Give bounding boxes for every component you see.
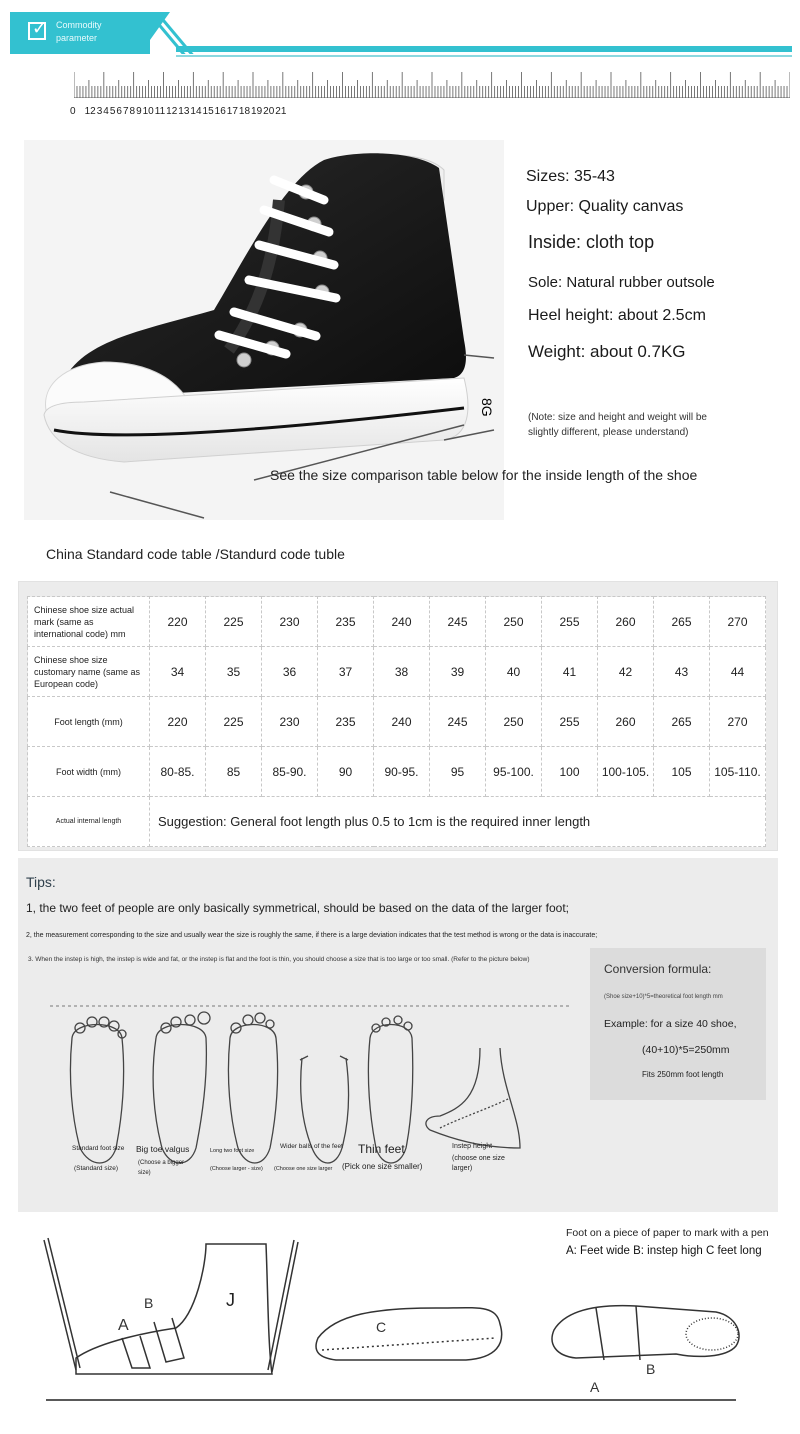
table-cell: 105 xyxy=(654,747,710,797)
label-j: J xyxy=(226,1290,235,1310)
table-cell: 245 xyxy=(430,597,486,647)
foot-standard-name: Standard foot size xyxy=(72,1145,125,1152)
ruler-number: 8 xyxy=(129,106,136,117)
table-cell: 85-90. xyxy=(262,747,318,797)
table-cell: 40 xyxy=(486,647,542,697)
table-cell: 100 xyxy=(542,747,598,797)
table-cell: 43 xyxy=(654,647,710,697)
suggestion-cell: Suggestion: General foot length plus 0.5 to 1cm is the required inner length xyxy=(150,797,766,847)
measure-note-2: A: Feet wide B: instep high C feet long xyxy=(566,1245,762,1257)
table-cell: 90 xyxy=(318,747,374,797)
header-title-line1: Commodity xyxy=(56,20,102,30)
foot-instep-name: Instep height xyxy=(452,1143,493,1150)
see-below-text: See the size comparison table below for the inside length of the shoe xyxy=(270,467,698,483)
ruler-number: 7 xyxy=(122,106,129,117)
measure-note-1: Foot on a piece of paper to mark with a pen xyxy=(566,1227,769,1239)
ruler-number: 3 xyxy=(96,106,103,117)
table-cell: 38 xyxy=(374,647,430,697)
table-cell: 260 xyxy=(598,597,654,647)
ruler-number: 14 xyxy=(190,106,202,117)
ruler-number: 21 xyxy=(275,106,287,117)
table-cell: 260 xyxy=(598,697,654,747)
ruler-number: 13 xyxy=(178,106,190,117)
label-c: C xyxy=(376,1319,387,1335)
ruler-number: 12 xyxy=(84,106,96,117)
table-cell: 230 xyxy=(262,597,318,647)
conversion-formula-box xyxy=(590,948,766,1100)
table-cell: 35 xyxy=(206,647,262,697)
table-cell: 235 xyxy=(318,697,374,747)
ruler-ticks xyxy=(74,68,790,98)
table-cell: 105-110. xyxy=(710,747,766,797)
label-b-print: B xyxy=(646,1361,656,1377)
table-cell: 255 xyxy=(542,697,598,747)
ruler-number: 18 xyxy=(238,106,251,117)
table-cell: 220 xyxy=(150,597,206,647)
row-label: Foot length (mm) xyxy=(28,697,150,747)
tip-3: 3. When the instep is high, the instep is wide and fat, or the instep is flat and the foot is thin, you should choose a size that is too large or too small. (Refer to the picture below) xyxy=(28,956,530,963)
foot-long-second-name: Long two foot size xyxy=(210,1148,255,1154)
label-a-print: A xyxy=(590,1379,600,1395)
spec-inside: Inside: cloth top xyxy=(528,232,655,252)
table-cell: 95 xyxy=(430,747,486,797)
ruler-number: 19 xyxy=(251,106,263,117)
table-cell: 270 xyxy=(710,597,766,647)
sneaker-illustration xyxy=(24,140,504,520)
foot-valgus-name: Big toe valgus xyxy=(136,1144,190,1154)
tip-2: 2, the measurement corresponding to the size and usually wear the size is roughly the same, if there is a large deviation indicates that the test method is wrong or the data is inaccurate; xyxy=(26,932,598,939)
row-label: Foot width (mm) xyxy=(28,747,150,797)
label-b-side: B xyxy=(144,1295,154,1311)
table-cell: 225 xyxy=(206,597,262,647)
foot-standard-sub: (Standard size) xyxy=(74,1165,119,1172)
formula-equation: (40+10)*5=250mm xyxy=(642,1044,730,1056)
label-a-side: A xyxy=(118,1317,129,1334)
table-cell: 37 xyxy=(318,647,374,697)
table-cell: 44 xyxy=(710,647,766,697)
checkmark-icon: ✓ xyxy=(32,18,48,39)
formula-title: Conversion formula: xyxy=(604,962,712,976)
formula-fits: Fits 250mm foot length xyxy=(642,1070,724,1079)
tips-title: Tips: xyxy=(26,874,56,890)
table-cell: 42 xyxy=(598,647,654,697)
ruler-number: 11 xyxy=(154,106,166,117)
header-rule xyxy=(176,46,792,52)
table-row xyxy=(28,647,766,697)
table-row xyxy=(28,797,766,847)
ruler-numbers xyxy=(70,106,287,117)
table-cell: 245 xyxy=(430,697,486,747)
table-row xyxy=(28,747,766,797)
foot-wide-sub: (Choose one size larger xyxy=(274,1166,333,1172)
table-cell: 90-95. xyxy=(374,747,430,797)
size-table xyxy=(27,596,766,847)
ruler-number: 16 xyxy=(214,106,226,117)
foot-thin-sub: (Pick one size smaller) xyxy=(342,1162,423,1171)
section-header xyxy=(0,0,800,60)
table-cell: 34 xyxy=(150,647,206,697)
table-cell: 250 xyxy=(486,697,542,747)
ruler-number: 12 xyxy=(166,106,178,117)
table-cell: 100-105. xyxy=(598,747,654,797)
row-label: Actual internal length xyxy=(28,797,150,847)
spec-heel: Heel height: about 2.5cm xyxy=(528,307,706,324)
table-cell: 240 xyxy=(374,597,430,647)
ruler-number: 17 xyxy=(226,106,238,117)
spec-note: (Note: size and height and weight will be slightly different, please understand) xyxy=(528,412,707,438)
ruler-number: 15 xyxy=(202,106,214,117)
ruler xyxy=(70,68,794,124)
table-cell: 95-100. xyxy=(486,747,542,797)
table-row xyxy=(28,597,766,647)
spec-sole: Sole: Natural rubber outsole xyxy=(528,274,715,291)
header-title-line2: parameter xyxy=(56,33,98,43)
spec-weight: Weight: about 0.7KG xyxy=(528,342,686,361)
table-row xyxy=(28,697,766,747)
foot-valgus-sub: (Choose a bigger size) xyxy=(138,1160,185,1176)
table-cell: 36 xyxy=(262,647,318,697)
ruler-number: 0 xyxy=(70,106,76,117)
table-cell: 270 xyxy=(710,697,766,747)
table-cell: 41 xyxy=(542,647,598,697)
foot-instep-sub: (choose one size larger) xyxy=(452,1155,505,1172)
spec-sizes: Sizes: 35-43 xyxy=(526,168,615,185)
row-label: Chinese shoe size customary name (same as European code) xyxy=(28,647,150,697)
foot-thin-name: Thin feet xyxy=(358,1142,405,1156)
table-cell: 265 xyxy=(654,597,710,647)
table-cell: 39 xyxy=(430,647,486,697)
ruler-number: 20 xyxy=(263,106,275,117)
table-cell: 230 xyxy=(262,697,318,747)
spec-upper: Upper: Quality canvas xyxy=(526,198,684,215)
table-title: China Standard code table /Standurd code tuble xyxy=(46,546,345,562)
tip-1: 1, the two feet of people are only basically symmetrical, should be based on the data of the larger foot; xyxy=(26,901,569,915)
ruler-number: 6 xyxy=(116,106,122,117)
tips-panel xyxy=(18,858,778,1212)
shoe-measure-mark: 8G xyxy=(479,398,495,417)
formula-example: Example: for a size 40 shoe, xyxy=(604,1018,737,1030)
ruler-number: 9 xyxy=(136,106,142,117)
table-cell: 265 xyxy=(654,697,710,747)
table-cell: 235 xyxy=(318,597,374,647)
table-cell: 85 xyxy=(206,747,262,797)
ruler-number: 4 xyxy=(103,106,109,117)
formula-line: (Shoe size+10)*5=theoretical foot length mm xyxy=(604,994,723,1000)
table-cell: 255 xyxy=(542,597,598,647)
size-table-panel xyxy=(18,581,778,851)
foot-measure-diagrams xyxy=(36,1234,766,1434)
header-rule-thin xyxy=(176,55,792,57)
ruler-number: 5 xyxy=(109,106,116,117)
table-cell: 225 xyxy=(206,697,262,747)
table-cell: 240 xyxy=(374,697,430,747)
foot-long-second-sub: (Choose larger - size) xyxy=(210,1166,263,1172)
ruler-number: 10 xyxy=(142,106,154,117)
table-cell: 80-85. xyxy=(150,747,206,797)
foot-wide-name: Wider balls of the feet xyxy=(280,1143,343,1150)
row-label: Chinese shoe size actual mark (same as international code) mm xyxy=(28,597,150,647)
table-cell: 250 xyxy=(486,597,542,647)
table-cell: 220 xyxy=(150,697,206,747)
